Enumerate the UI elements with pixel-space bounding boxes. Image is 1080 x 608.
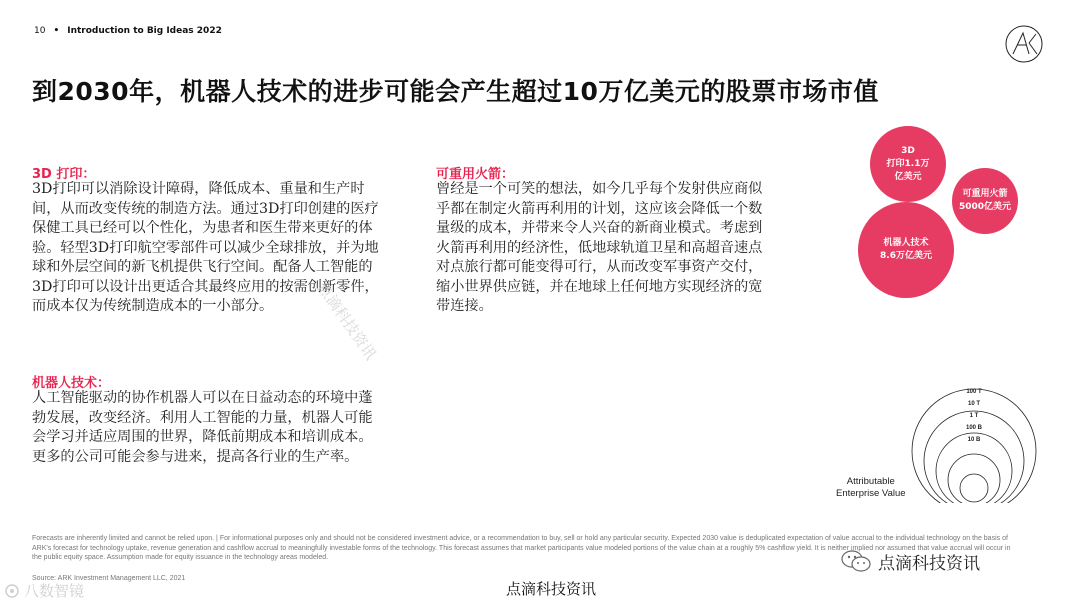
right-watermark-text: 点滴科技资讯 (878, 553, 980, 574)
ring-1t (936, 433, 1012, 503)
right-watermark (840, 548, 980, 574)
section-heading-3d-printing: 3D 打印： (32, 167, 96, 182)
section-heading-reusable-rockets: 可重用火箭： (436, 167, 515, 182)
ark-logo-icon (1004, 24, 1044, 64)
bubble-label: 5000亿美元 (958, 202, 1012, 212)
rings-caption (836, 476, 906, 500)
rings-caption-line: Enterprise Value (836, 488, 906, 499)
section-body-robotics: 人工智能驱动的协作机器人可以在日益动态的环境中蓬勃发展，改变经济。利用人工智能的力量，机器人可能会学习并适应周围的世界，降低前期成本和培训成本。更多的公司可能会参与进来，提高各行业的生产率。 (32, 390, 373, 465)
wechat-icon (840, 548, 872, 574)
ring-100b (948, 454, 1000, 503)
enterprise-value-rings (900, 383, 1060, 503)
bubble-label: 亿美元 (894, 171, 922, 182)
section-body-reusable-rockets: 曾经是一个可笑的想法，如今几乎每个发射供应商似乎都在制定火箭再利用的计划，这应该会降低一个数量级的成本，并带来令人兴奋的新商业模式。考虑到火箭再利用的经济性，低地球轨道卫星和高超音速点对点旅行都可能变得可行，从而改变军事资产交付，缩小世界供应链，并在地球上任何地方实现经济的宽带连接。 (436, 181, 763, 314)
center-watermark: 点滴科技资讯 (506, 580, 597, 598)
ring-10b (960, 474, 988, 502)
header-bullet: • (53, 26, 60, 36)
left-watermark-text: 八数智镜 (24, 582, 85, 600)
bubble-label: 机器人技术 (883, 238, 929, 248)
bubble-reusable-rockets (952, 168, 1018, 234)
bubble-label: 3D (901, 145, 915, 156)
ring-label: 1 T (969, 413, 979, 419)
ring-label: 10 B (967, 437, 981, 443)
ring-label: 10 T (967, 401, 981, 407)
camera-icon (4, 583, 20, 599)
ring-label: 100 B (965, 425, 983, 431)
value-bubbles (840, 118, 1050, 298)
disclaimer-text: Forecasts are inherently limited and cannot be relied upon. | For informational purposes only and should not be considered investment advice, or a recommendation to buy, sell or hold any particular security. Expected 2030 value is deduplicated expectation of value accrual to the individual technology on the basis of ARK's forecast for technology uptake, revenue generation and cashflow accrual to meaningfully investable forms of the technology. This forecast assumes that market participants value modeled portions of the value chain at a roughly 5% cashflow yield. It is neither implied nor assumed that value accrual will occur in the public equity space. Assumption made for equity issuance in the technology areas modeled. (32, 535, 1011, 561)
diagonal-watermark: 点滴科技资讯 (313, 279, 380, 364)
report-title: Introduction to Big Ideas 2022 (67, 26, 222, 36)
bubble-label: 打印1.1万 (886, 158, 930, 169)
section-heading-robotics: 机器人技术： (32, 376, 111, 391)
bubble-robotics (858, 202, 954, 298)
page-title: 到2030年，机器人技术的进步可能会产生超过10万亿美元的股票市场市值 (32, 77, 879, 106)
page-number: 10 (34, 26, 46, 36)
ring-label: 100 T (966, 389, 982, 395)
rings-caption-line: Attributable (846, 476, 895, 487)
bubble-3d-printing (870, 126, 946, 202)
bubble-label: 可重用火箭 (962, 189, 1008, 199)
bubble-label: 8.6万亿美元 (880, 251, 932, 261)
section-body-3d-printing: 3D打印可以消除设计障碍，降低成本、重量和生产时间，从而改变传统的制造方法。通过3D打印创建的医疗保健工具已经可以个性化，为患者和医生带来更好的体验。轻型3D打印航空零部件可以减少全球排放，并为地球和外层空间的新飞机提供飞行空间。配备人工智能的3D打印可以设计出更适合其最终应用的按需创新零件，而成本仅为传统制造成本的一小部分。 (32, 181, 379, 314)
left-watermark (4, 580, 84, 601)
source-note: Source: ARK Investment Management LLC, 2021 (32, 575, 186, 582)
page-header (34, 26, 222, 36)
